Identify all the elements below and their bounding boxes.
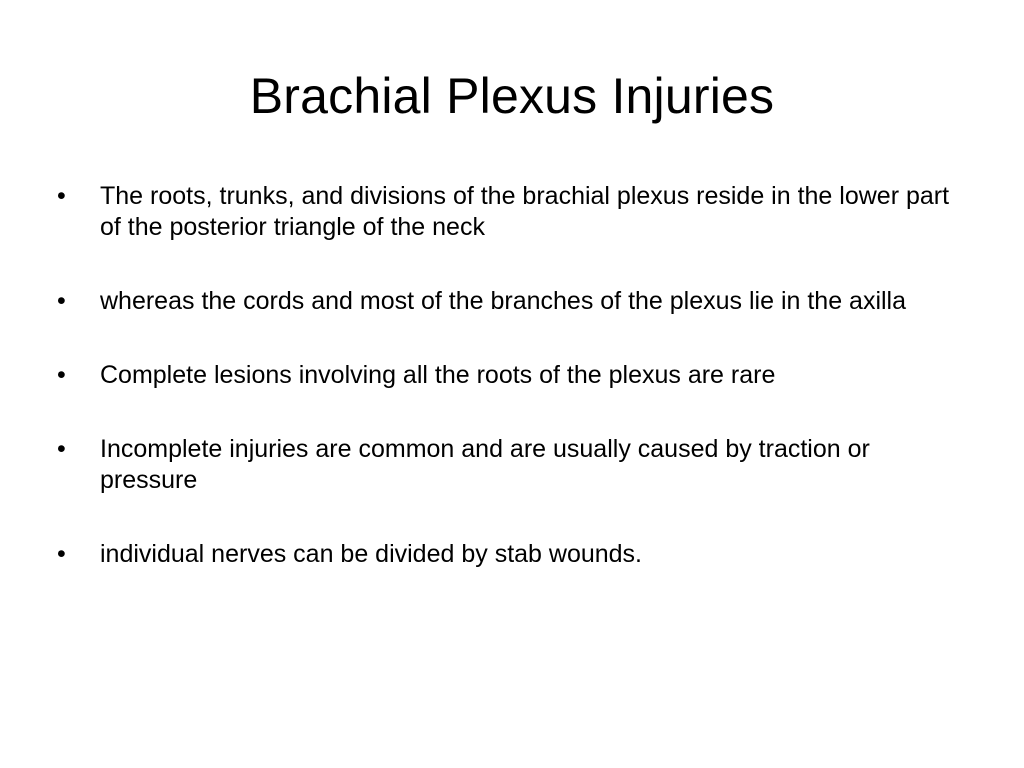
bullet-icon: • <box>57 540 66 568</box>
bullet-icon: • <box>57 435 66 463</box>
bullet-item <box>57 181 967 243</box>
bullet-item <box>57 286 967 317</box>
bullet-text: Incomplete injuries are common and are usually caused by traction or pressure <box>100 435 870 494</box>
bullet-icon: • <box>57 361 66 389</box>
bullet-text: Complete lesions involving all the roots of the plexus are rare <box>100 361 776 389</box>
bullet-item <box>57 360 967 391</box>
bullet-icon: • <box>57 182 66 210</box>
bullet-list <box>57 181 967 613</box>
slide-title: Brachial Plexus Injuries <box>249 68 775 124</box>
bullet-item <box>57 539 967 570</box>
bullet-item <box>57 434 967 496</box>
bullet-icon: • <box>57 287 66 315</box>
bullet-text: The roots, trunks, and divisions of the brachial plexus reside in the lower part of the posterior triangle of the neck <box>100 182 950 241</box>
bullet-text: individual nerves can be divided by stab wounds. <box>100 540 643 568</box>
bullet-text: whereas the cords and most of the branches of the plexus lie in the axilla <box>100 287 907 315</box>
